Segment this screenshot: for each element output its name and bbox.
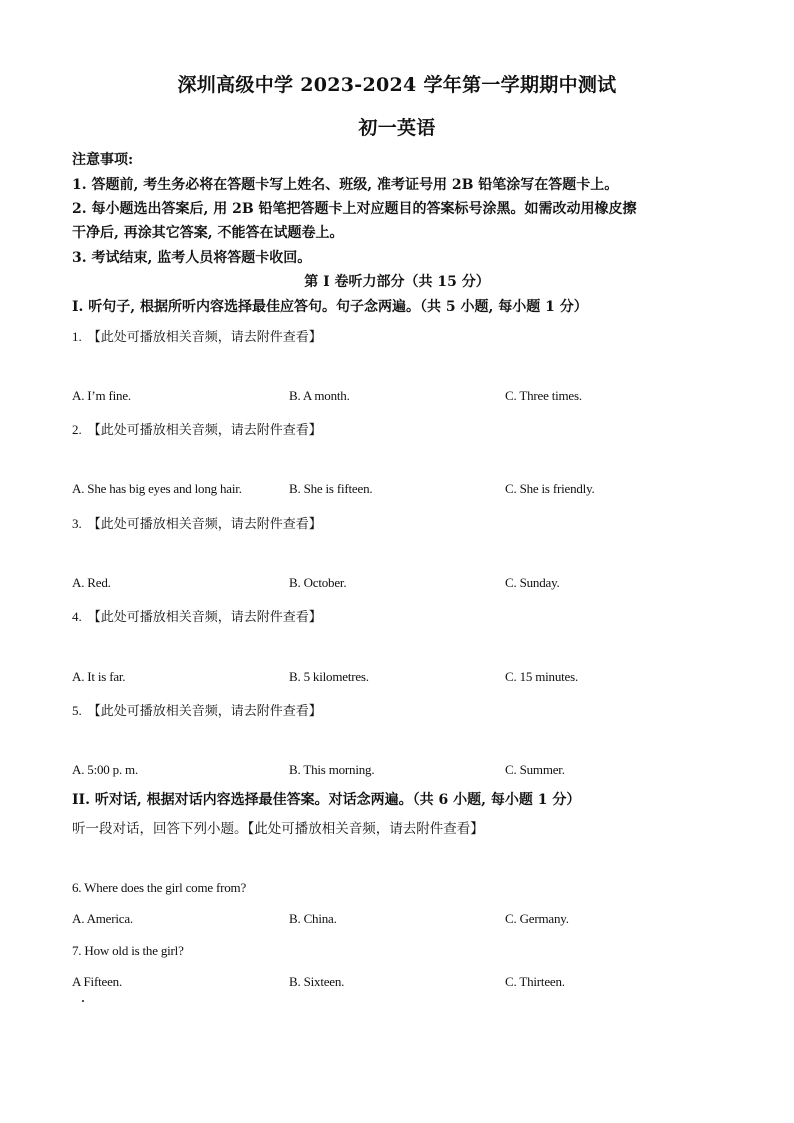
exam-subject: 初一英语 — [358, 117, 436, 139]
q2-option-c: C. She is friendly. — [505, 481, 595, 496]
q1-option-c: C. Three times. — [505, 388, 582, 403]
question-number: 2. — [72, 422, 82, 437]
section2-instructions: II. 听对话, 根据对话内容选择最佳答案。对话念两遍。（共 6 小题, 每小题 1 分） — [72, 792, 581, 808]
q1-option-a: A. I’m fine. — [72, 388, 131, 403]
q2-option-b: B. She is fifteen. — [289, 481, 373, 496]
q6-option-b: B. China. — [289, 911, 337, 926]
question-6-stem: 6. Where does the girl come from? — [72, 880, 247, 895]
audio-note: 【此处可播放相关音频，请去附件查看】 — [87, 422, 322, 437]
q1-option-b: B. A month. — [289, 388, 350, 403]
exam-title: 深圳高级中学 2023-2024 学年第一学期期中测试 — [177, 74, 617, 96]
q3-option-b: B. October. — [289, 575, 347, 590]
note-item-2: 2. 每小题选出答案后, 用 2B 铅笔把答题卡上对应题目的答案标号涂黑。如需改动用橡皮擦 — [72, 201, 637, 217]
q6-option-c: C. Germany. — [505, 911, 569, 926]
question-3 — [72, 513, 322, 532]
q6-option-a: A. America. — [72, 911, 133, 926]
question-number: 4. — [72, 609, 82, 624]
q3-option-c: C. Sunday. — [505, 575, 560, 590]
audio-note: 【此处可播放相关音频，请去附件查看】 — [87, 703, 322, 718]
note-item-1: 1. 答题前, 考生务必将在答题卡写上姓名、班级, 准考证号用 2B 铅笔涂写在答题卡上。 — [72, 177, 619, 193]
stray-dot — [82, 1000, 84, 1002]
audio-note: 【此处可播放相关音频，请去附件查看】 — [87, 609, 322, 624]
question-number: 5. — [72, 703, 82, 718]
part-heading: 第 I 卷听力部分（共 15 分） — [304, 274, 490, 290]
q5-option-a: A. 5:00 p. m. — [72, 762, 139, 777]
q7-option-c: C. Thirteen. — [505, 974, 565, 989]
q7-option-b: B. Sixteen. — [289, 974, 345, 989]
q5-option-c: C. Summer. — [505, 762, 565, 777]
notes-heading: 注意事项: — [72, 152, 134, 168]
question-number: 1. — [72, 329, 82, 344]
audio-note: 【此处可播放相关音频，请去附件查看】 — [87, 329, 322, 344]
q3-option-a: A. Red. — [72, 575, 111, 590]
q4-option-c: C. 15 minutes. — [505, 669, 579, 684]
audio-note: 【此处可播放相关音频，请去附件查看】 — [87, 516, 322, 531]
section1-instructions: Ⅰ. 听句子, 根据所听内容选择最佳应答句。句子念两遍。（共 5 小题, 每小题 1 分） — [72, 299, 588, 315]
question-2 — [72, 419, 322, 438]
question-7-stem: 7. How old is the girl? — [72, 943, 184, 958]
question-4 — [72, 606, 322, 625]
q4-option-b: B. 5 kilometres. — [289, 669, 369, 684]
note-item-3: 3. 考试结束, 监考人员将答题卡收回。 — [72, 250, 312, 266]
q4-option-a: A. It is far. — [72, 669, 126, 684]
q5-option-b: B. This morning. — [289, 762, 375, 777]
dialog-intro: 听一段对话，回答下列小题。【此处可播放相关音频，请去附件查看】 — [72, 821, 484, 837]
q7-option-a: A Fifteen. — [72, 974, 122, 989]
question-5 — [72, 700, 322, 719]
q2-option-a: A. She has big eyes and long hair. — [72, 481, 242, 496]
note-item-2-cont: 干净后, 再涂其它答案, 不能答在试题卷上。 — [72, 225, 344, 241]
question-number: 3. — [72, 516, 82, 531]
question-1 — [72, 326, 322, 345]
